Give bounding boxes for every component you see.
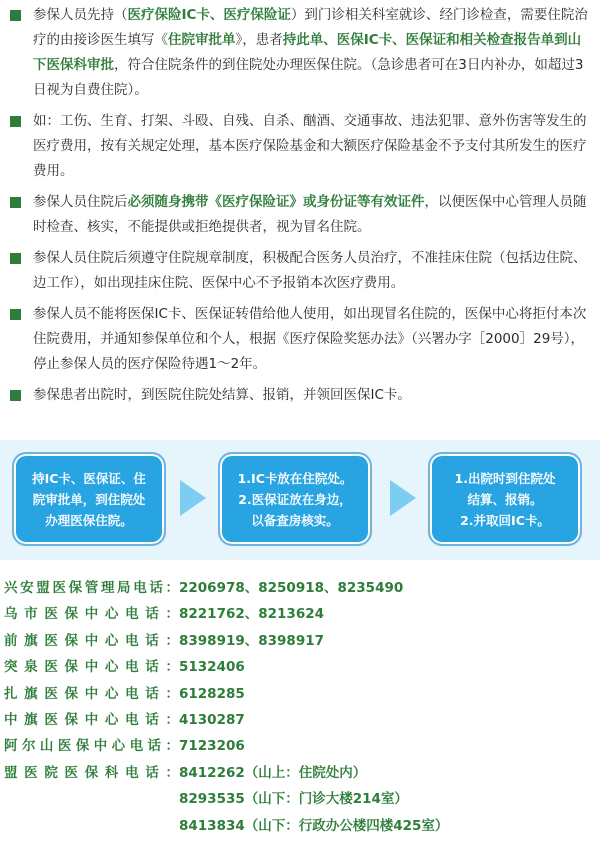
square-bullet-icon <box>10 197 21 208</box>
flow-step-stay: 1.IC卡放在住院处。 2.医保证放在身边， 以备查房核实。 <box>218 452 372 546</box>
rule-text: 参保人员不能将医保IC卡、医保证转借给他人使用，如出现冒名住院的，医保中心将拒付本次住院费用，并通知参保单位和个人，根据《医疗保险奖惩办法》（兴署办字［2000］29号），停止参保人员的医疗保险待遇1～2年。 <box>33 306 587 372</box>
square-bullet-icon <box>10 116 21 127</box>
rule-text: 参保人员住院后须遵守住院规章制度，积极配合医务人员治疗，不准挂床住院（包括边住院、边工作），如出现挂床住院、医保中心不予报销本次医疗费用。 <box>33 250 587 291</box>
rule-item <box>8 3 594 103</box>
contact-line: 8293535（山下：门诊大楼214室） <box>179 791 408 808</box>
rule-item <box>8 302 594 377</box>
rule-text: 参保患者出院时，到医院住院处结算、报销，并领回医保IC卡。 <box>33 387 411 403</box>
rule-item <box>8 383 594 408</box>
contact-line: 阿尔山医保中心电话：7123206 <box>4 738 245 755</box>
contact-list <box>4 575 596 839</box>
square-bullet-icon <box>10 309 21 320</box>
rule-text: 如：工伤、生育、打架、斗殴、自残、自杀、酗酒、交通事故、违法犯罪、意外伤害等发生的医疗费用，按有关规定处理，基本医疗保险基金和大额医疗保险基金不予支付其所发生的医疗费用。 <box>33 113 587 179</box>
contact-line: 扎旗医保中心电话：6128285 <box>4 685 245 702</box>
contact-line: 突泉医保中心电话：5132406 <box>4 659 245 676</box>
rule-text: 参保人员先持（医疗保险IC卡、医疗保险证）到门诊相关科室就诊、经门诊检查，需要住院治疗的由接诊医生填写《住院审批单》，患者持此单、医保IC卡、医保证和相关检查报告单到山下医保科审批，符合住院条件的到住院处办理医保住院。（急诊患者可在3日内补办，如超过3日视为自费住院）。 <box>33 7 588 98</box>
square-bullet-icon <box>10 390 21 401</box>
square-bullet-icon <box>10 253 21 264</box>
rule-item <box>8 246 594 296</box>
flow-step-discharge: 1.出院时到住院处 结算、报销。 2.并取回IC卡。 <box>428 452 582 546</box>
contact-line: 前旗医保中心电话：8398919、8398917 <box>4 632 325 649</box>
rules-list <box>8 3 594 414</box>
contact-line: 中旗医保中心电话：4130287 <box>4 711 245 728</box>
contact-line: 8413834（山下：行政办公楼四楼425室） <box>179 817 449 834</box>
rule-item <box>8 190 594 240</box>
contact-line: 兴安盟医保管理局电话：2206978、8250918、8235490 <box>4 580 404 596</box>
rule-item <box>8 109 594 184</box>
flow-step-admission: 持IC卡、医保证、住 院审批单，到住院处 办理医保住院。 <box>12 452 166 546</box>
square-bullet-icon <box>10 10 21 21</box>
contact-line: 乌市医保中心电话：8221762、8213624 <box>4 606 325 623</box>
arrow-right-icon <box>390 480 416 516</box>
arrow-right-icon <box>180 480 206 516</box>
rule-text: 参保人员住院后必须随身携带《医疗保险证》或身份证等有效证件，以便医保中心管理人员随时检查、核实，不能提供或拒绝提供者，视为冒名住院。 <box>33 194 587 235</box>
contact-line: 盟医院医保科电话：8412262（山上：住院处内） <box>4 764 367 781</box>
process-flow <box>0 440 600 560</box>
